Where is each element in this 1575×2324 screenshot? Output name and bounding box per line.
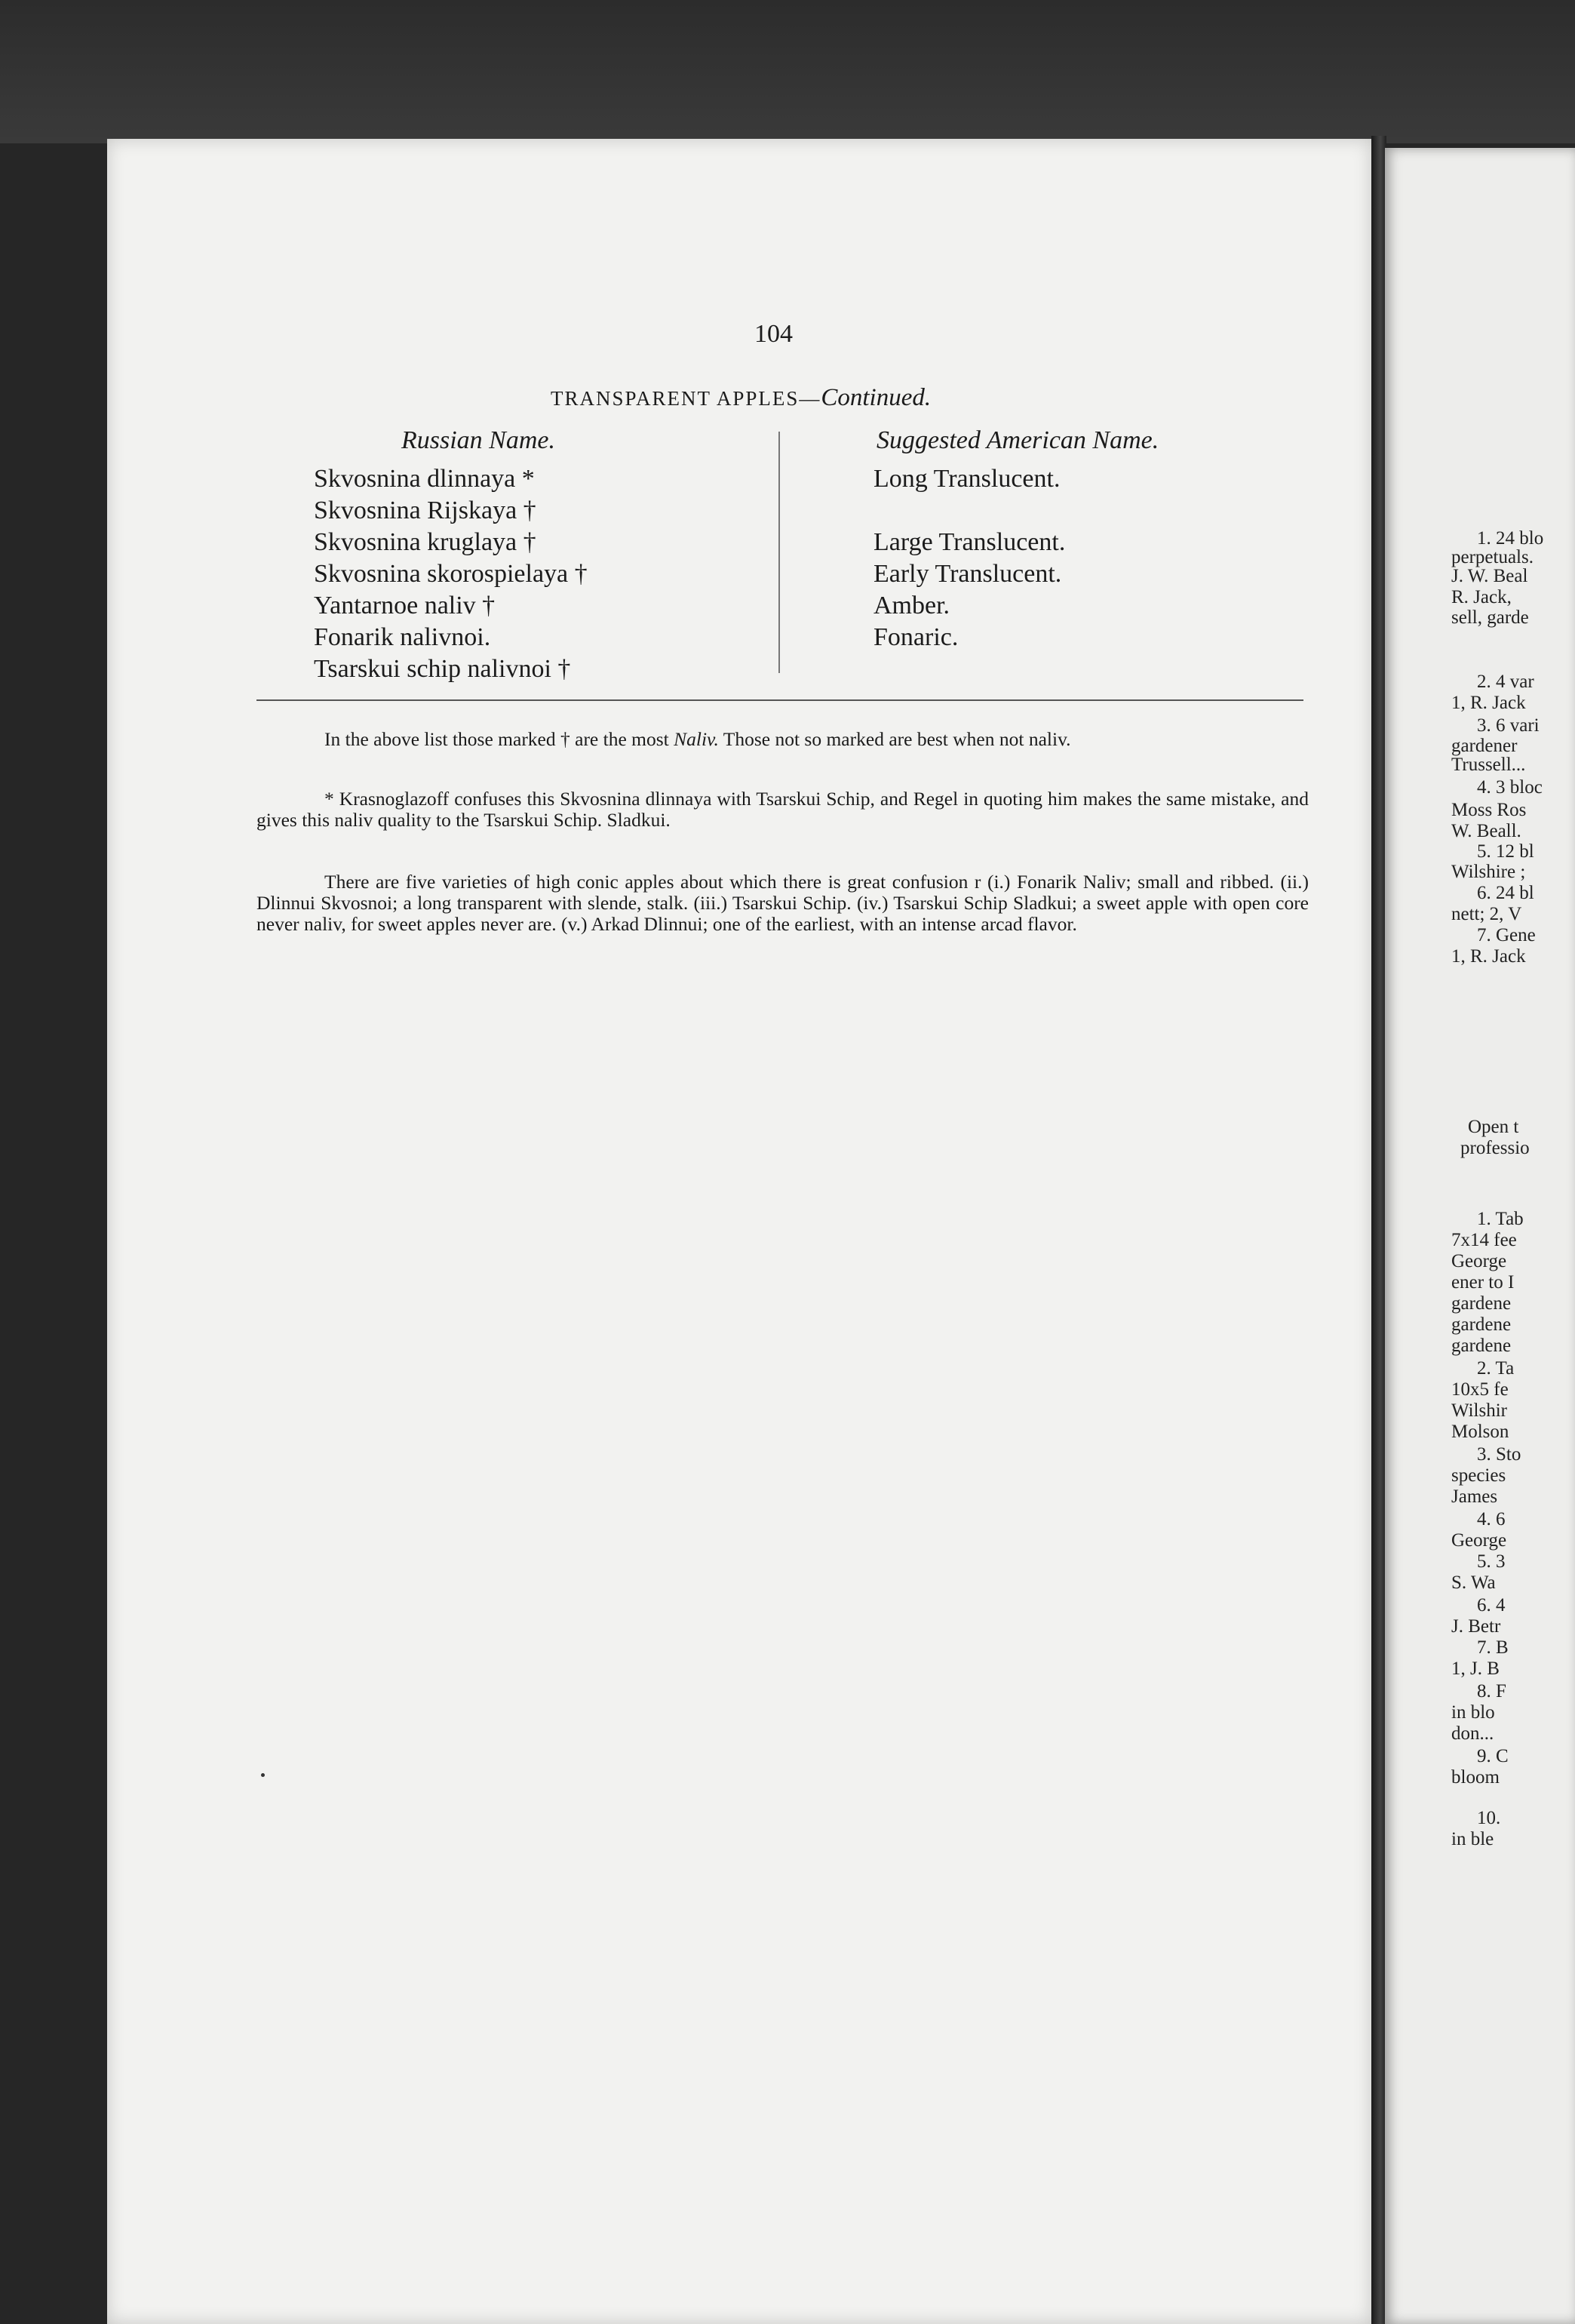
right-page-line: nett; 2, V [1451, 904, 1522, 924]
title-continued: Continued. [821, 384, 932, 411]
list-item [873, 653, 1065, 685]
right-page-line: 5. 12 bl [1477, 841, 1534, 862]
list-item: Skvosnina skorospielaya † [314, 560, 588, 588]
right-page-line: 7. B [1477, 1637, 1509, 1658]
right-page-line: 10. [1477, 1808, 1501, 1828]
right-page-line: 2. 4 var [1477, 672, 1534, 692]
right-page-line: 1. 24 blo [1477, 528, 1544, 549]
right-page-line: 6. 4 [1477, 1595, 1506, 1615]
list-item [873, 495, 1065, 527]
right-page-line: sell, garde [1451, 607, 1529, 628]
list-item: Yantarnoe naliv † [314, 592, 496, 619]
paragraph-footnote: * Krasnoglazoff confuses this Skvosnina dlinnaya with Tsarskui Schip, and Regel in quoting him makes the same mistake, and gives this naliv quality to the Tsarskui Schip. Sladkui. [256, 788, 1309, 831]
right-page-line: 4. 3 bloc [1477, 777, 1543, 798]
american-name-header: Suggested American Name. [877, 426, 1159, 454]
column-divider [778, 432, 780, 673]
right-page-line: James [1451, 1486, 1498, 1507]
right-page-line: 10x5 fe [1451, 1379, 1509, 1400]
right-page-line: Moss Ros [1451, 800, 1527, 820]
right-page-line: S. Wa [1451, 1572, 1496, 1593]
right-page-line: perpetuals. [1451, 547, 1534, 567]
list-item: Large Translucent. [873, 528, 1066, 556]
right-page-line: R. Jack, [1451, 587, 1512, 607]
scan-background-top [0, 0, 1575, 143]
right-page-line: J. W. Beal [1451, 566, 1528, 586]
list-item: Skvosnina kruglaya † [314, 528, 536, 556]
list-item: Fonaric. [873, 623, 959, 651]
right-page-line: Molson [1451, 1422, 1509, 1442]
right-page-line: 1, R. Jack [1451, 693, 1526, 713]
right-page-line: gardene [1451, 1336, 1512, 1356]
paragraph-naliv-note: In the above list those marked † are the most Naliv. Those not so marked are best when not naliv. [324, 728, 1071, 750]
right-page-line: W. Beall. [1451, 821, 1521, 841]
page-title [551, 384, 931, 412]
right-page-line: 1. Tab [1477, 1209, 1524, 1229]
book-gutter [1371, 136, 1386, 2324]
right-page-line: George [1451, 1251, 1507, 1271]
right-page-line: 1, J. B [1451, 1658, 1500, 1679]
right-page-line: J. Betr [1451, 1616, 1501, 1637]
right-page-line: 7x14 fee [1451, 1230, 1517, 1250]
left-page [107, 139, 1371, 2324]
right-page-line: 2. Ta [1477, 1358, 1515, 1379]
american-names-list [873, 463, 1065, 685]
title-main: TRANSPARENT APPLES— [551, 387, 821, 410]
right-page-line: bloom [1451, 1767, 1500, 1788]
right-page-line: Trussell... [1451, 755, 1526, 775]
section-rule [256, 699, 1303, 701]
right-page-line: don... [1451, 1723, 1494, 1744]
right-page-line: species [1451, 1465, 1506, 1486]
right-page-line: 7. Gene [1477, 925, 1536, 945]
paragraph-varieties: There are five varieties of high conic apples about which there is great confusion r (i.) Fonarik Naliv; small and ribbed. (ii.) Dlinnui Skvosnoi; a long transparent with slende, stalk. (iii.) Tsarskui Schip. (iv.) Tsarskui Schip Sladkui; a sweet apple with open core never naliv, for sweet apples never are. (v.) Arkad Dlinnui; one of the earliest, with an intense arcad flavor. [256, 871, 1309, 935]
russian-names-list [314, 463, 588, 685]
right-page-line: 3. Sto [1477, 1444, 1521, 1465]
speck-mark [261, 1773, 265, 1777]
right-page-line: professio [1460, 1138, 1530, 1158]
right-page-line: Wilshire ; [1451, 862, 1526, 882]
right-page-line: Open t [1468, 1117, 1519, 1137]
list-item: Tsarskui schip nalivnoi † [314, 655, 571, 683]
right-page-line: 4. 6 [1477, 1509, 1506, 1529]
russian-name-header: Russian Name. [401, 426, 555, 454]
list-item: Fonarik nalivnoi. [314, 623, 491, 651]
right-page-line: ener to I [1451, 1272, 1515, 1293]
right-page-line: 3. 6 vari [1477, 715, 1540, 736]
right-page-line: gardene [1451, 1314, 1512, 1335]
right-page-line: 8. F [1477, 1681, 1506, 1702]
list-item: Early Translucent. [873, 560, 1062, 588]
list-item: Skvosnina Rijskaya † [314, 496, 536, 524]
right-page-line: Wilshir [1451, 1400, 1507, 1421]
right-page-line: in ble [1451, 1829, 1494, 1849]
right-page-line: gardener [1451, 736, 1518, 756]
right-page-line: 6. 24 bl [1477, 883, 1534, 903]
list-item: Skvosnina dlinnaya * [314, 465, 535, 493]
list-item: Long Translucent. [873, 465, 1061, 493]
right-page-line: George [1451, 1530, 1507, 1551]
right-page-line: 5. 3 [1477, 1551, 1506, 1572]
right-page-line: 1, R. Jack [1451, 946, 1526, 967]
right-page-line: gardene [1451, 1293, 1512, 1314]
right-page-line: 9. C [1477, 1746, 1509, 1766]
page-number: 104 [754, 320, 793, 348]
list-item: Amber. [873, 592, 950, 619]
right-page-line: in blo [1451, 1702, 1495, 1723]
